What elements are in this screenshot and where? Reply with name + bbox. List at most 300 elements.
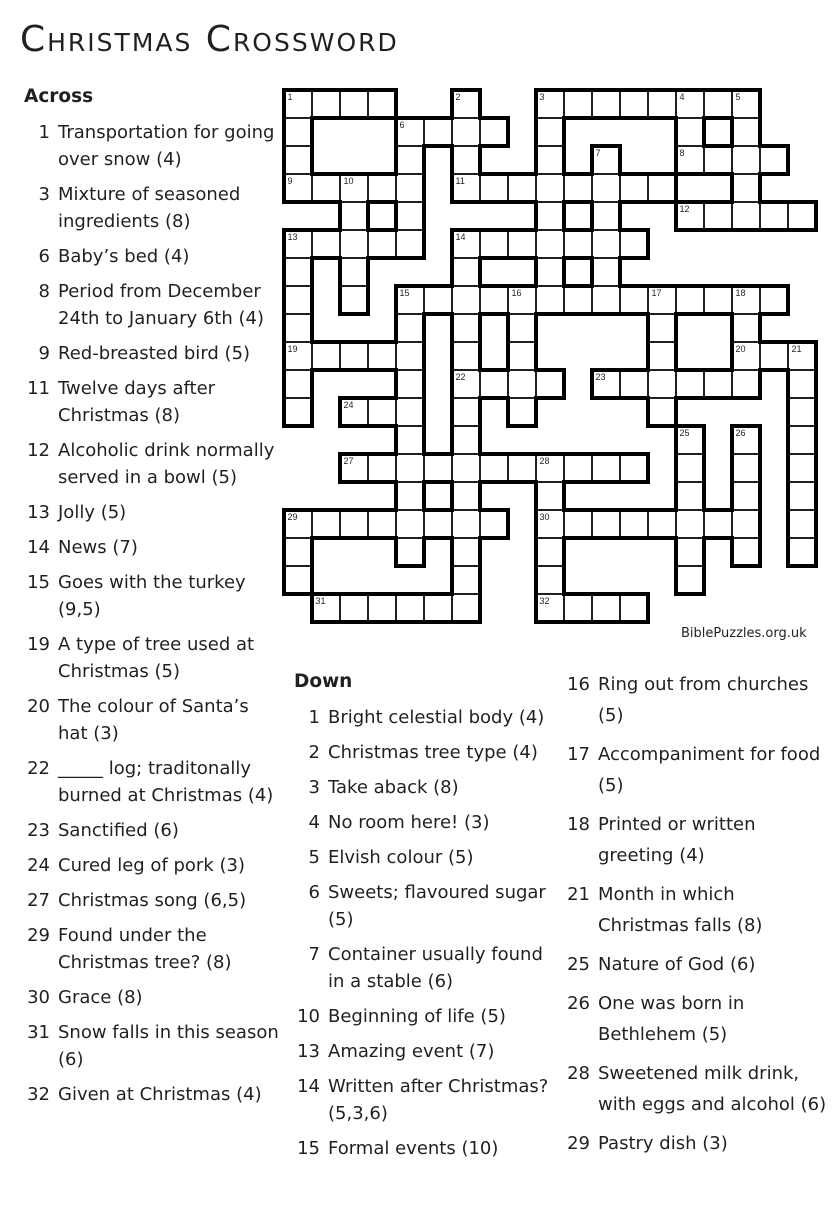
grid-cell[interactable] [592, 594, 620, 622]
clue-text: Christmas song (6,5) [58, 890, 247, 911]
grid-cell[interactable] [536, 566, 564, 594]
grid-cell[interactable] [704, 370, 732, 398]
grid-cell[interactable] [368, 398, 396, 426]
grid-cell[interactable] [732, 314, 760, 342]
grid-cell[interactable] [480, 370, 508, 398]
grid-cell[interactable] [368, 90, 396, 118]
grid-cell[interactable] [536, 286, 564, 314]
grid-cell[interactable] [732, 426, 760, 454]
grid-cell[interactable] [592, 258, 620, 286]
clue-down-5 [290, 844, 555, 871]
grid-cell[interactable] [536, 90, 564, 118]
grid-cell[interactable] [760, 342, 788, 370]
grid-border [646, 536, 678, 540]
grid-cell[interactable] [340, 258, 368, 286]
grid-cell[interactable] [676, 426, 704, 454]
grid-cell[interactable] [452, 174, 480, 202]
clue-across-22 [20, 755, 280, 809]
grid-cell[interactable] [480, 118, 508, 146]
grid-cell[interactable] [312, 594, 340, 622]
grid-border [590, 368, 594, 400]
grid-cell[interactable] [508, 398, 536, 426]
clue-number: 32 [27, 1084, 50, 1105]
grid-border [310, 228, 342, 232]
grid-cell[interactable] [396, 174, 424, 202]
grid-cell[interactable] [676, 510, 704, 538]
grid-cell[interactable] [536, 482, 564, 510]
cell-number: 3 [539, 91, 545, 102]
clue-text: Ring out from churches (5) [598, 674, 809, 726]
grid-border [366, 452, 398, 456]
grid-cell[interactable] [788, 538, 816, 566]
grid-cell[interactable] [760, 146, 788, 174]
grid-border [478, 396, 510, 400]
grid-cell[interactable] [508, 314, 536, 342]
grid-cell[interactable] [676, 538, 704, 566]
clue-down-10 [290, 1003, 555, 1030]
grid-cell[interactable] [396, 398, 424, 426]
grid-cell[interactable] [396, 314, 424, 342]
grid-border [366, 368, 398, 372]
grid-cell[interactable] [452, 314, 480, 342]
clue-number: 31 [27, 1022, 50, 1043]
grid-cell[interactable] [396, 202, 424, 230]
clue-across-32 [20, 1081, 280, 1108]
grid-border [562, 172, 594, 176]
grid-cell[interactable] [732, 118, 760, 146]
clue-down-6 [290, 879, 555, 933]
clue-number: 10 [297, 1006, 320, 1027]
grid-cell[interactable] [648, 342, 676, 370]
grid-cell[interactable] [508, 174, 536, 202]
grid-cell[interactable] [536, 510, 564, 538]
grid-border [366, 256, 398, 260]
down-heading: Down [294, 671, 353, 692]
grid-cell[interactable] [536, 258, 564, 286]
grid-cell[interactable] [312, 510, 340, 538]
grid-cell[interactable] [704, 510, 732, 538]
grid-cell[interactable] [284, 342, 312, 370]
grid-cell[interactable] [396, 510, 424, 538]
grid-cell[interactable] [536, 118, 564, 146]
grid-cell[interactable] [592, 230, 620, 258]
grid-cell[interactable] [704, 146, 732, 174]
grid-cell[interactable] [676, 90, 704, 118]
grid-cell[interactable] [620, 510, 648, 538]
clue-text: Elvish colour (5) [328, 847, 474, 868]
grid-cell[interactable] [284, 370, 312, 398]
grid-cell[interactable] [620, 90, 648, 118]
grid-cell[interactable] [536, 594, 564, 622]
grid-cell[interactable] [788, 482, 816, 510]
grid-cell[interactable] [732, 538, 760, 566]
clue-down-7 [290, 941, 555, 995]
clue-text: Formal events (10) [328, 1138, 499, 1159]
grid-cell[interactable] [396, 370, 424, 398]
grid-cell[interactable] [340, 510, 368, 538]
grid-cell[interactable] [760, 286, 788, 314]
grid-border [506, 256, 538, 260]
clue-across-6 [20, 243, 280, 270]
clue-text: News (7) [58, 537, 138, 558]
cell-number: 19 [287, 343, 298, 354]
clue-across-23 [20, 817, 280, 844]
clue-text: Snow falls in this season (6) [58, 1022, 279, 1070]
grid-cell[interactable] [676, 454, 704, 482]
grid-cell[interactable] [284, 118, 312, 146]
clue-text: Printed or written greeting (4) [598, 814, 756, 866]
grid-cell[interactable] [284, 566, 312, 594]
grid-cell[interactable] [564, 454, 592, 482]
grid-cell[interactable] [396, 538, 424, 566]
grid-cell[interactable] [788, 426, 816, 454]
grid-cell[interactable] [452, 454, 480, 482]
grid-cell[interactable] [592, 202, 620, 230]
grid-border [478, 368, 510, 372]
grid-border [366, 228, 398, 232]
cell-number: 4 [679, 91, 685, 102]
clue-across-30 [20, 984, 280, 1011]
clue-number: 26 [567, 993, 590, 1014]
clue-across-11 [20, 375, 280, 429]
cell-number: 23 [595, 371, 606, 382]
grid-border [562, 228, 594, 232]
grid-cell[interactable] [424, 454, 452, 482]
grid-cell[interactable] [648, 314, 676, 342]
grid-cell[interactable] [396, 482, 424, 510]
grid-cell[interactable] [480, 174, 508, 202]
grid-cell[interactable] [452, 510, 480, 538]
grid-cell[interactable] [284, 286, 312, 314]
grid-border [310, 592, 314, 624]
clue-text: Cured leg of pork (3) [58, 855, 245, 876]
grid-border [534, 592, 538, 624]
grid-cell[interactable] [284, 174, 312, 202]
grid-cell[interactable] [368, 342, 396, 370]
grid-cell[interactable] [396, 342, 424, 370]
grid-border [422, 508, 454, 512]
grid-cell[interactable] [284, 258, 312, 286]
grid-border [786, 144, 790, 176]
clue-number: 25 [567, 954, 590, 975]
grid-cell[interactable] [396, 118, 424, 146]
grid-cell[interactable] [340, 594, 368, 622]
grid-cell[interactable] [452, 594, 480, 622]
grid-cell[interactable] [676, 286, 704, 314]
grid-cell[interactable] [452, 398, 480, 426]
grid-cell[interactable] [508, 454, 536, 482]
grid-cell[interactable] [564, 510, 592, 538]
grid-cell[interactable] [480, 286, 508, 314]
grid-cell[interactable] [424, 510, 452, 538]
grid-border [422, 620, 454, 624]
grid-cell[interactable] [396, 426, 424, 454]
grid-cell[interactable] [452, 482, 480, 510]
grid-border [674, 200, 678, 232]
grid-cell[interactable] [676, 370, 704, 398]
grid-border [338, 452, 342, 484]
clue-text: Container usually found in a stable (6) [328, 944, 543, 992]
grid-cell[interactable] [480, 230, 508, 258]
grid-border [422, 536, 426, 568]
grid-border [646, 396, 650, 428]
clue-text: Transportation for going over snow (4) [58, 122, 275, 170]
grid-cell[interactable] [340, 230, 368, 258]
grid-cell[interactable] [284, 90, 312, 118]
cell-number: 10 [343, 175, 354, 186]
clue-number: 23 [27, 820, 50, 841]
grid-cell[interactable] [452, 566, 480, 594]
grid-cell[interactable] [592, 174, 620, 202]
grid-cell[interactable] [452, 118, 480, 146]
grid-cell[interactable] [648, 90, 676, 118]
grid-cell[interactable] [452, 426, 480, 454]
grid-border [814, 536, 818, 568]
grid-cell[interactable] [620, 370, 648, 398]
page-title: Christmas Crossword [20, 19, 399, 60]
grid-border [338, 284, 342, 316]
grid-cell[interactable] [732, 370, 760, 398]
grid-border [618, 368, 650, 372]
grid-cell[interactable] [788, 398, 816, 426]
grid-cell[interactable] [508, 286, 536, 314]
clue-down-26 [560, 988, 828, 1050]
clue-number: 6 [308, 882, 320, 903]
grid-cell[interactable] [648, 510, 676, 538]
grid-cell[interactable] [368, 510, 396, 538]
grid-cell[interactable] [592, 454, 620, 482]
grid-cell[interactable] [452, 258, 480, 286]
cell-number: 7 [595, 147, 601, 158]
clue-number: 3 [38, 184, 50, 205]
grid-cell[interactable] [704, 286, 732, 314]
grid-cell[interactable] [312, 230, 340, 258]
grid-cell[interactable] [312, 342, 340, 370]
grid-border [422, 116, 454, 120]
grid-cell[interactable] [760, 202, 788, 230]
grid-cell[interactable] [648, 370, 676, 398]
grid-cell[interactable] [732, 202, 760, 230]
across-heading: Across [24, 86, 94, 107]
clue-number: 19 [27, 634, 50, 655]
grid-cell[interactable] [620, 174, 648, 202]
grid-cell[interactable] [536, 174, 564, 202]
grid-border [366, 508, 398, 512]
clue-text: Goes with the turkey (9,5) [58, 572, 246, 620]
grid-cell[interactable] [592, 510, 620, 538]
grid-cell[interactable] [648, 286, 676, 314]
cell-number: 16 [511, 287, 522, 298]
grid-cell[interactable] [676, 146, 704, 174]
grid-border [786, 284, 790, 316]
grid-cell[interactable] [508, 370, 536, 398]
grid-cell[interactable] [284, 314, 312, 342]
grid-cell[interactable] [536, 454, 564, 482]
crossword-grid[interactable] [284, 90, 816, 622]
grid-cell[interactable] [732, 146, 760, 174]
grid-cell[interactable] [732, 510, 760, 538]
grid-cell[interactable] [368, 230, 396, 258]
grid-cell[interactable] [592, 146, 620, 174]
grid-border [730, 536, 734, 568]
clue-down-2 [290, 739, 555, 766]
cell-number: 5 [735, 91, 741, 102]
grid-cell[interactable] [508, 230, 536, 258]
clue-number: 3 [308, 777, 320, 798]
grid-cell[interactable] [340, 174, 368, 202]
grid-cell[interactable] [452, 146, 480, 174]
grid-border [422, 284, 454, 288]
grid-cell[interactable] [424, 286, 452, 314]
grid-border [786, 536, 790, 568]
grid-cell[interactable] [676, 202, 704, 230]
grid-cell[interactable] [564, 286, 592, 314]
cell-number: 17 [651, 287, 662, 298]
clue-text: Pastry dish (3) [598, 1133, 728, 1154]
grid-cell[interactable] [424, 118, 452, 146]
grid-cell[interactable] [536, 538, 564, 566]
grid-cell[interactable] [368, 454, 396, 482]
cell-number: 28 [539, 455, 550, 466]
grid-cell[interactable] [536, 146, 564, 174]
grid-cell[interactable] [340, 342, 368, 370]
cell-number: 31 [315, 595, 326, 606]
grid-border [562, 312, 594, 316]
grid-cell[interactable] [396, 454, 424, 482]
grid-cell[interactable] [732, 90, 760, 118]
grid-cell[interactable] [340, 454, 368, 482]
grid-cell[interactable] [564, 174, 592, 202]
clue-number: 22 [27, 758, 50, 779]
clue-number: 30 [27, 987, 50, 1008]
clue-down-25 [560, 949, 828, 980]
grid-cell[interactable] [620, 230, 648, 258]
grid-cell[interactable] [564, 90, 592, 118]
grid-cell[interactable] [452, 230, 480, 258]
grid-cell[interactable] [396, 230, 424, 258]
grid-cell[interactable] [620, 454, 648, 482]
grid-border [506, 396, 510, 428]
grid-cell[interactable] [564, 230, 592, 258]
grid-cell[interactable] [396, 286, 424, 314]
grid-border [366, 536, 398, 540]
grid-cell[interactable] [452, 90, 480, 118]
cell-number: 30 [539, 511, 550, 522]
grid-cell[interactable] [340, 286, 368, 314]
grid-cell[interactable] [396, 146, 424, 174]
grid-cell[interactable] [452, 538, 480, 566]
clue-text: Sanctified (6) [58, 820, 179, 841]
grid-cell[interactable] [620, 286, 648, 314]
grid-cell[interactable] [732, 482, 760, 510]
grid-cell[interactable] [648, 174, 676, 202]
grid-cell[interactable] [704, 90, 732, 118]
grid-cell[interactable] [368, 594, 396, 622]
grid-cell[interactable] [480, 510, 508, 538]
grid-cell[interactable] [536, 230, 564, 258]
grid-border [562, 256, 594, 260]
grid-cell[interactable] [676, 482, 704, 510]
grid-cell[interactable] [592, 90, 620, 118]
credit-text: BiblePuzzles.org.uk [681, 626, 807, 641]
clue-across-20 [20, 693, 280, 747]
grid-cell[interactable] [788, 342, 816, 370]
grid-border [366, 480, 398, 484]
cell-number: 6 [399, 119, 405, 130]
grid-cell[interactable] [508, 342, 536, 370]
cell-number: 12 [679, 203, 690, 214]
clue-number: 1 [308, 707, 320, 728]
clue-number: 20 [27, 696, 50, 717]
grid-cell[interactable] [676, 118, 704, 146]
grid-cell[interactable] [592, 370, 620, 398]
grid-cell[interactable] [284, 538, 312, 566]
clue-number: 21 [567, 884, 590, 905]
clue-number: 7 [308, 944, 320, 965]
clue-across-29 [20, 922, 280, 976]
grid-cell[interactable] [312, 90, 340, 118]
grid-cell[interactable] [284, 230, 312, 258]
grid-cell[interactable] [788, 370, 816, 398]
grid-border [282, 172, 286, 204]
grid-border [702, 228, 734, 232]
grid-cell[interactable] [704, 202, 732, 230]
grid-cell[interactable] [732, 454, 760, 482]
grid-cell[interactable] [452, 342, 480, 370]
grid-cell[interactable] [424, 594, 452, 622]
grid-cell[interactable] [480, 454, 508, 482]
grid-border [366, 424, 398, 428]
grid-cell[interactable] [620, 594, 648, 622]
clue-number: 17 [567, 744, 590, 765]
across-clue-list [20, 119, 280, 1116]
grid-cell[interactable] [284, 398, 312, 426]
clue-number: 6 [38, 246, 50, 267]
grid-cell[interactable] [312, 174, 340, 202]
grid-border [366, 340, 398, 344]
grid-cell[interactable] [536, 370, 564, 398]
grid-cell[interactable] [732, 342, 760, 370]
clue-text: No room here! (3) [328, 812, 490, 833]
grid-cell[interactable] [536, 202, 564, 230]
grid-cell[interactable] [564, 594, 592, 622]
grid-cell[interactable] [732, 174, 760, 202]
grid-cell[interactable] [452, 370, 480, 398]
grid-cell[interactable] [592, 286, 620, 314]
grid-cell[interactable] [788, 202, 816, 230]
grid-cell[interactable] [648, 398, 676, 426]
grid-cell[interactable] [340, 398, 368, 426]
grid-cell[interactable] [788, 510, 816, 538]
grid-cell[interactable] [368, 174, 396, 202]
clue-text: Written after Christmas? (5,3,6) [328, 1076, 549, 1124]
grid-cell[interactable] [284, 146, 312, 174]
grid-cell[interactable] [340, 202, 368, 230]
clue-number: 16 [567, 674, 590, 695]
grid-border [366, 396, 398, 400]
grid-border [646, 508, 678, 512]
clue-down-14 [290, 1073, 555, 1127]
grid-cell[interactable] [452, 286, 480, 314]
grid-cell[interactable] [340, 90, 368, 118]
clue-across-9 [20, 340, 280, 367]
grid-cell[interactable] [732, 286, 760, 314]
grid-cell[interactable] [396, 594, 424, 622]
cell-number: 18 [735, 287, 746, 298]
grid-cell[interactable] [284, 510, 312, 538]
grid-cell[interactable] [788, 454, 816, 482]
grid-cell[interactable] [676, 566, 704, 594]
